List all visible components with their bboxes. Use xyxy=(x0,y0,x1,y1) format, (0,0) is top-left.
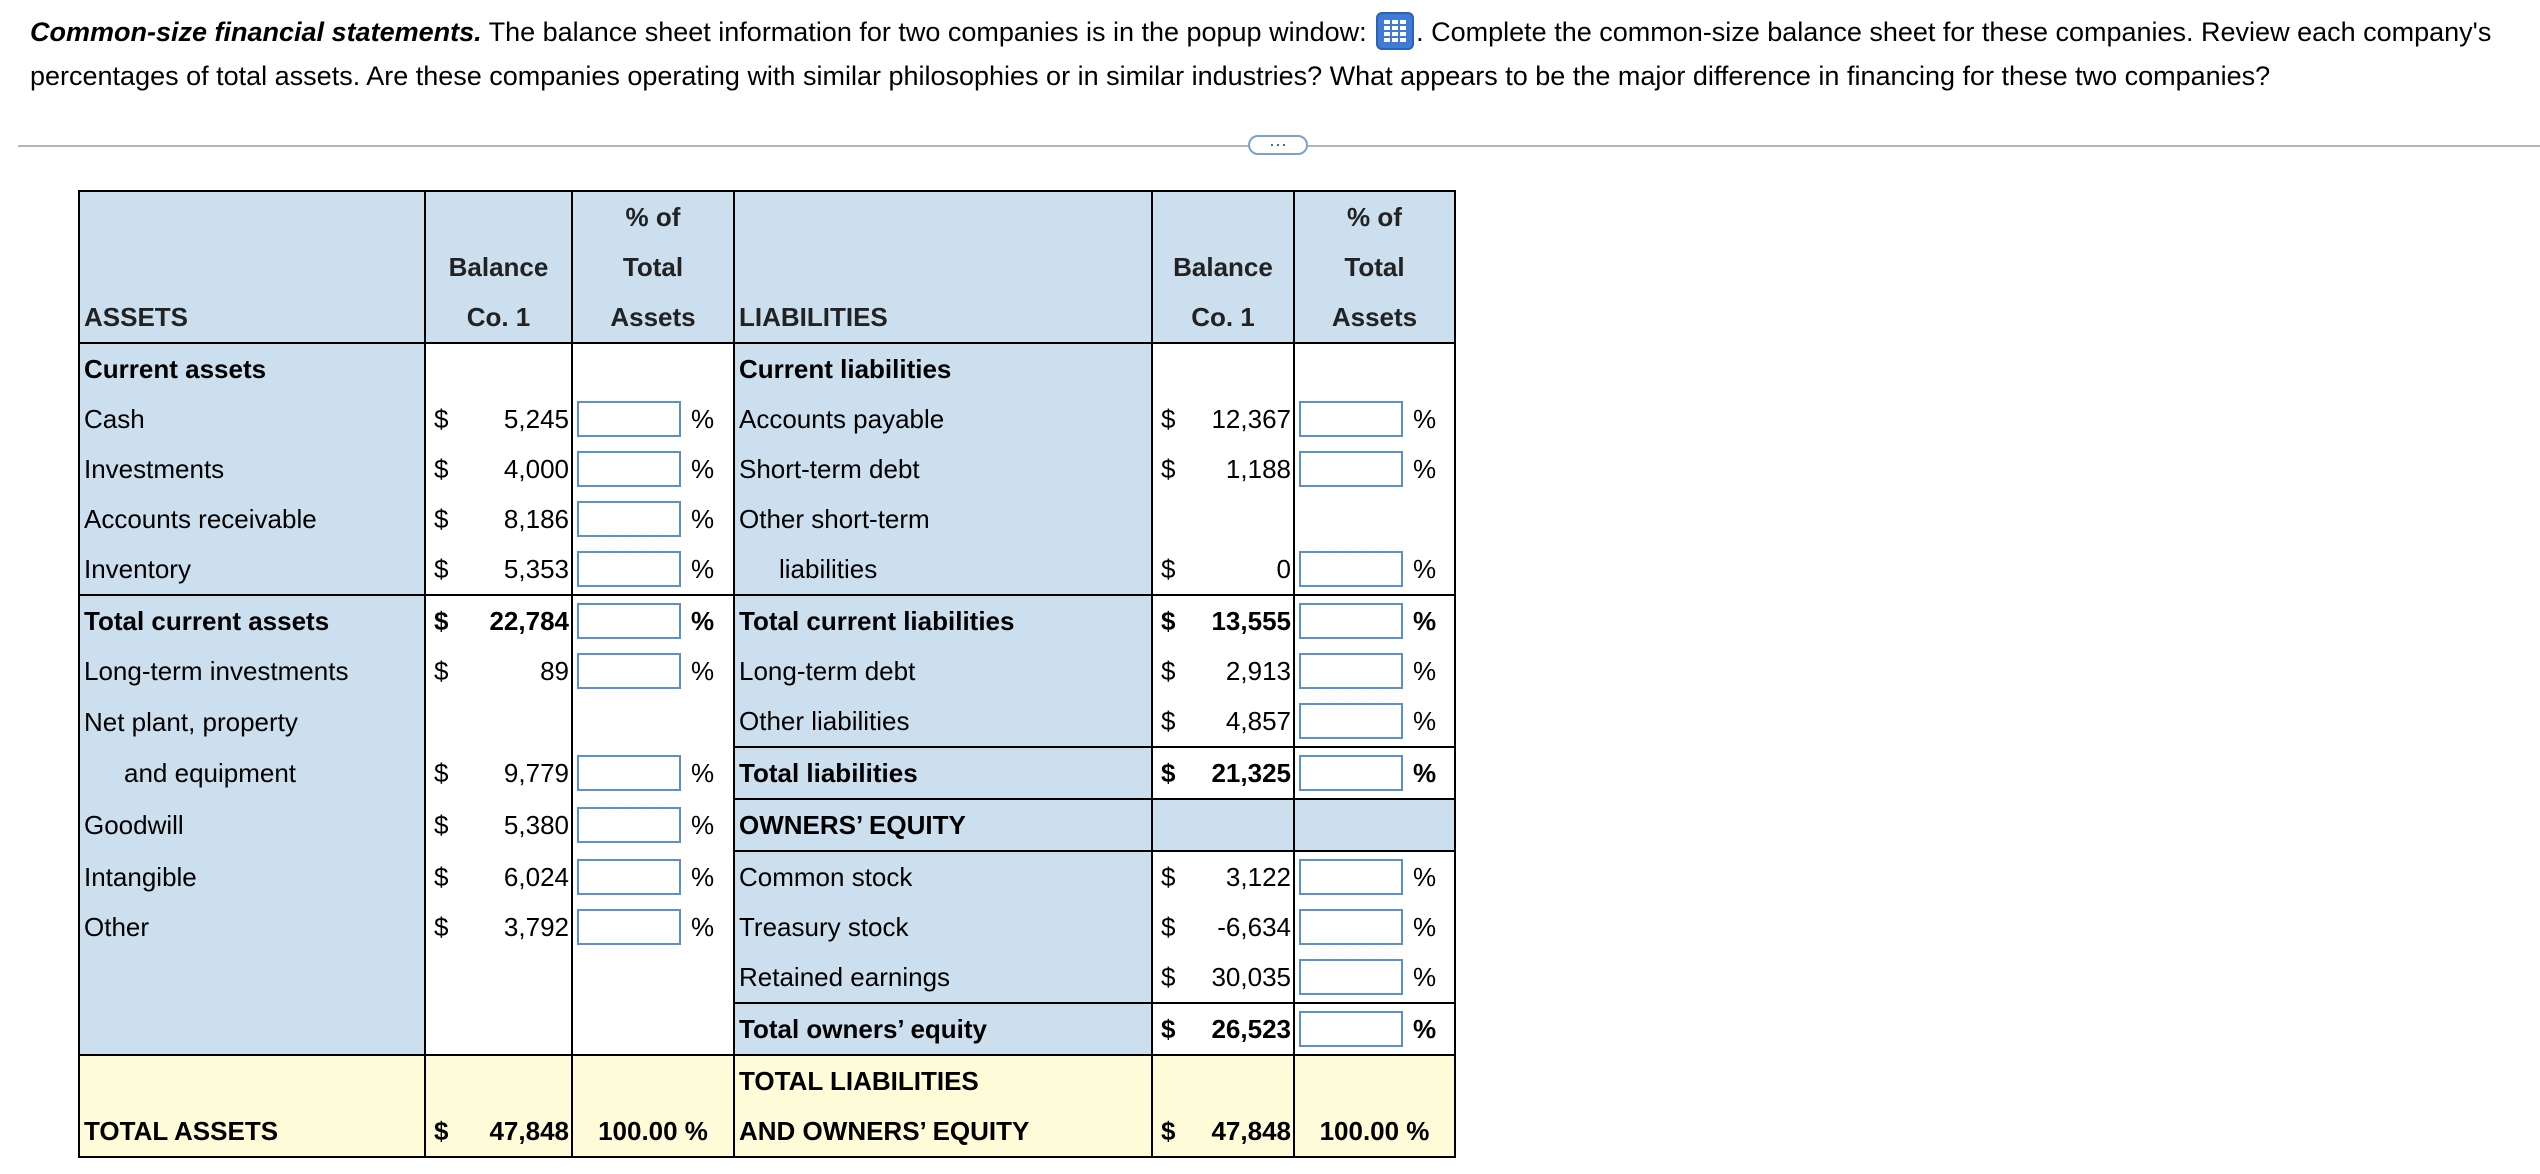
long-term-debt-label: Long-term debt xyxy=(734,646,1152,696)
table-row: Goodwill $ 5,380 % OWNERS’ EQUITY xyxy=(79,799,1455,851)
retained-earnings-pct-input[interactable] xyxy=(1299,959,1403,995)
short-term-debt-label: Short-term debt xyxy=(734,444,1152,494)
intangible-pct-input[interactable] xyxy=(577,859,681,895)
question-text xyxy=(30,10,2500,98)
table-row xyxy=(79,343,1455,394)
cash-pct-input[interactable] xyxy=(577,401,681,437)
common-stock-pct-input[interactable] xyxy=(1299,859,1403,895)
pct-header: % of Total Assets xyxy=(572,191,734,343)
other-short-term-label-line1: Other short-term xyxy=(734,494,1152,544)
long-term-debt-value: 2,913 xyxy=(1225,656,1291,686)
inventory-label: Inventory xyxy=(79,544,425,595)
question-part2: . Complete the common-size balance sheet for these companies. Review each company's percentages of total assets. Are these companies operating with similar philosophies or in similar industries? What appears to be the major difference in financing for these two companies? xyxy=(30,17,2492,91)
treasury-stock-value: -6,634 xyxy=(1217,912,1291,942)
table-row xyxy=(79,1055,1455,1106)
liabilities-header: LIABILITIES xyxy=(734,191,1152,343)
investments-value: 4,000 xyxy=(503,454,569,484)
table-row: Accounts receivable $ 8,186 % Other short-term xyxy=(79,494,1455,544)
other-liabilities-value: 4,857 xyxy=(1225,706,1291,736)
balance-sheet-table xyxy=(78,190,1456,1158)
pct-header-2: % of Total Assets xyxy=(1294,191,1455,343)
accounts-payable-value: 12,367 xyxy=(1211,404,1291,434)
accounts-receivable-pct-input[interactable] xyxy=(577,501,681,537)
total-liab-equity-label: AND OWNERS’ EQUITY xyxy=(734,1106,1152,1157)
common-stock-value: 3,122 xyxy=(1225,862,1291,892)
question-part1: The balance sheet information for two companies is in the popup window: xyxy=(481,17,1375,47)
assets-header: ASSETS xyxy=(79,191,425,343)
table-row: Long-term investments $ 89 % Long-term debt $ 2,913 % xyxy=(79,646,1455,696)
table-row: Total current assets $ 22,784 % Total current liabilities $ 13,555 % xyxy=(79,595,1455,646)
treasury-stock-label: Treasury stock xyxy=(734,902,1152,952)
current-liabilities-label: Current liabilities xyxy=(734,343,1152,394)
total-current-assets-value: 22,784 xyxy=(489,606,569,636)
current-assets-label: Current assets xyxy=(79,343,425,394)
investments-label: Investments xyxy=(79,444,425,494)
total-current-liabilities-label: Total current liabilities xyxy=(734,595,1152,646)
header-row xyxy=(79,191,1455,343)
total-equity-value: 26,523 xyxy=(1211,1014,1291,1044)
other-assets-pct-input[interactable] xyxy=(577,909,681,945)
net-plant-label: and equipment xyxy=(79,747,425,799)
treasury-stock-pct-input[interactable] xyxy=(1299,909,1403,945)
grid-icon[interactable] xyxy=(1376,12,1414,50)
owners-equity-header: OWNERS’ EQUITY xyxy=(734,799,1152,851)
total-current-assets-pct-input[interactable] xyxy=(577,603,681,639)
total-liab-equity-label-line1: TOTAL LIABILITIES xyxy=(734,1055,1152,1106)
long-term-investments-value: 89 xyxy=(540,656,569,686)
other-assets-label: Other xyxy=(79,902,425,952)
other-short-term-value: 0 xyxy=(1276,554,1291,584)
intangible-value: 6,024 xyxy=(503,861,569,892)
intangible-label: Intangible xyxy=(79,851,425,902)
inventory-value: 5,353 xyxy=(503,554,569,584)
total-current-liabilities-value: 13,555 xyxy=(1211,606,1291,636)
other-liabilities-label: Other liabilities xyxy=(734,696,1152,747)
inventory-pct-input[interactable] xyxy=(577,551,681,587)
long-term-investments-pct-input[interactable] xyxy=(577,653,681,689)
total-current-assets-label: Total current assets xyxy=(79,595,425,646)
table-row: Inventory $ 5,353 % liabilities $ 0 % xyxy=(79,544,1455,595)
expand-button[interactable]: ··· xyxy=(1248,135,1308,155)
total-assets-value: 47,848 xyxy=(489,1116,569,1146)
other-short-term-pct-input[interactable] xyxy=(1299,551,1403,587)
other-assets-value: 3,792 xyxy=(503,912,569,942)
table-row: and equipment $ 9,779 % Total liabilities $ 21,325 % xyxy=(79,747,1455,799)
short-term-debt-value: 1,188 xyxy=(1225,454,1291,484)
short-term-debt-pct-input[interactable] xyxy=(1299,451,1403,487)
total-liab-equity-value: 47,848 xyxy=(1211,1116,1291,1146)
table-row: Investments $ 4,000 % Short-term debt $ 1,188 % xyxy=(79,444,1455,494)
table-row: Retained earnings $ 30,035 % xyxy=(79,952,1455,1003)
net-plant-label-line1: Net plant, property xyxy=(79,696,425,747)
balance-header: Balance Co. 1 xyxy=(425,191,572,343)
total-current-liabilities-pct-input[interactable] xyxy=(1299,603,1403,639)
goodwill-label: Goodwill xyxy=(79,799,425,851)
goodwill-value: 5,380 xyxy=(503,810,569,840)
total-liabilities-pct-input[interactable] xyxy=(1299,755,1403,791)
other-short-term-label: liabilities xyxy=(734,544,1152,595)
investments-pct-input[interactable] xyxy=(577,451,681,487)
accounts-receivable-value: 8,186 xyxy=(503,504,569,534)
net-plant-value: 9,779 xyxy=(503,758,569,788)
cash-value: 5,245 xyxy=(503,404,569,434)
accounts-payable-label: Accounts payable xyxy=(734,394,1152,444)
cash-label: Cash xyxy=(79,394,425,444)
table-row: Cash $ 5,245 % Accounts payable $ 12,367 % xyxy=(79,394,1455,444)
balance-header-2: Balance Co. 1 xyxy=(1152,191,1294,343)
net-plant-pct-input[interactable] xyxy=(577,755,681,791)
table-row: Net plant, property Other liabilities $ 4,857 % xyxy=(79,696,1455,747)
long-term-debt-pct-input[interactable] xyxy=(1299,653,1403,689)
retained-earnings-label: Retained earnings xyxy=(734,952,1152,1003)
total-equity-label: Total owners’ equity xyxy=(734,1003,1152,1055)
accounts-receivable-label: Accounts receivable xyxy=(79,494,425,544)
total-assets-pct: 100.00 % xyxy=(572,1106,734,1157)
table-row: Intangible $ 6,024 % Common stock $ 3,122 % xyxy=(79,851,1455,902)
total-assets-label: TOTAL ASSETS xyxy=(79,1106,425,1157)
common-stock-label: Common stock xyxy=(734,851,1152,902)
table-row: TOTAL ASSETS $ 47,848 100.00 % AND OWNERS’ EQUITY $ 47,848 100.00 % xyxy=(79,1106,1455,1157)
accounts-payable-pct-input[interactable] xyxy=(1299,401,1403,437)
table-row: Total owners’ equity $ 26,523 % xyxy=(79,1003,1455,1055)
total-liabilities-label: Total liabilities xyxy=(734,747,1152,799)
long-term-investments-label: Long-term investments xyxy=(79,646,425,696)
goodwill-pct-input[interactable] xyxy=(577,807,681,843)
retained-earnings-value: 30,035 xyxy=(1211,962,1291,992)
table-row: Other $ 3,792 % Treasury stock $ -6,634 % xyxy=(79,902,1455,952)
total-liabilities-value: 21,325 xyxy=(1211,758,1291,788)
other-liabilities-pct-input[interactable] xyxy=(1299,703,1403,739)
question-title: Common-size financial statements. xyxy=(30,17,482,47)
total-equity-pct-input[interactable] xyxy=(1299,1011,1403,1047)
total-liab-equity-pct: 100.00 % xyxy=(1294,1106,1455,1157)
